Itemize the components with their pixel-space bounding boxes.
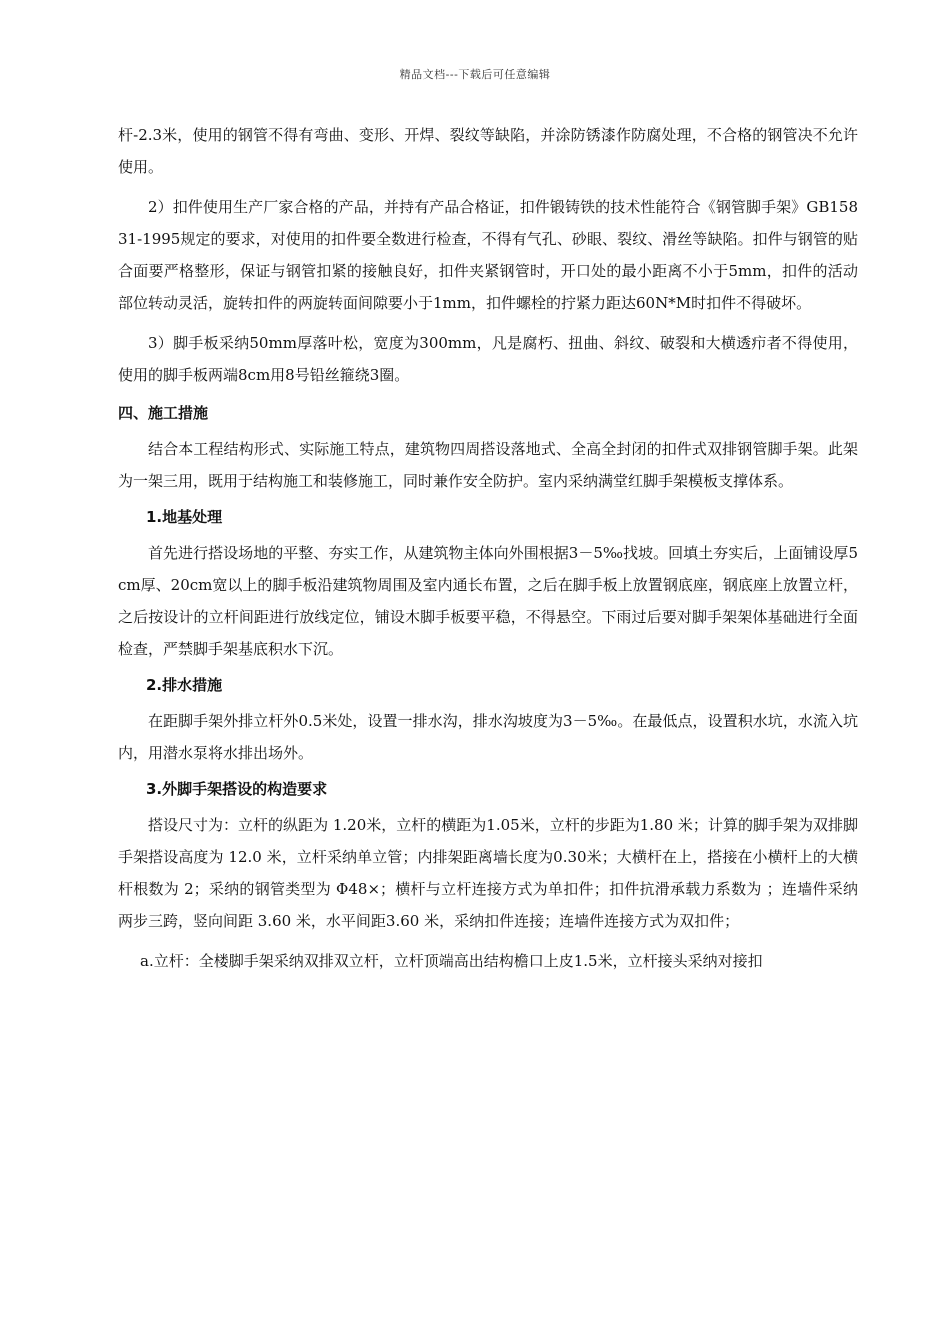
paragraph-fasteners: 2）扣件使用生产厂家合格的产品，并持有产品合格证，扣件锻铸铁的技术性能符合《钢管脚手架》GB15831-1995规定的要求，对使用的扣件要全数进行检查，不得有气孔、砂眼、裂纹、滑丝等缺陷。扣件与钢管的贴合面要严格整形，保证与钢管扣紧的接触良好，扣件夹紧钢管时，开口处的最小距离不小于5mm，扣件的活动部位转动灵活，旋转扣件的两旋转面间隙要小于1mm，扣件螺栓的拧紧力距达60N*M时扣件不得破坏。 — [118, 198, 858, 312]
paragraph-scaffold-dimensions: 搭设尺寸为：立杆的纵距为 1.20米，立杆的横距为1.05米，立杆的步距为1.80 米；计算的脚手架为双排脚手架搭设高度为 12.0 米，立杆采纳单立管；内排架距离墙长度为0.30米；大横杆在上，搭接在小横杆上的大横杆根数为 2；采纳的钢管类型为 Φ48×；横杆与立杆连接方式为单扣件；扣件抗滑承载力系数为 ；连墙件采纳两步三跨，竖向间距 3.60 米，水平间距3.60 米，采纳扣件连接；连墙件连接方式为双扣件； — [118, 816, 858, 930]
page-header: 精品文档---下载后可任意编辑 — [399, 68, 551, 81]
subheading-drainage: 2.排水措施 — [146, 676, 223, 694]
paragraph-steel-pipe: 杆-2.3米，使用的钢管不得有弯曲、变形、开焊、裂纹等缺陷，并涂防锈漆作防腐处理，不合格的钢管决不允许使用。 — [118, 126, 858, 176]
subheading-scaffold-requirements: 3.外脚手架搭设的构造要求 — [146, 780, 328, 798]
paragraph-drainage: 在距脚手架外排立杆外0.5米处，设置一排水沟，排水沟坡度为3－5‰。在最低点，设置积水坑，水流入坑内，用潜水泵将水排出场外。 — [118, 712, 858, 762]
paragraph-upright-poles: a.立杆：全楼脚手架采纳双排双立杆，立杆顶端高出结构檐口上皮1.5米，立杆接头采纳对接扣 — [140, 952, 763, 970]
paragraph-structure-overview: 结合本工程结构形式、实际施工特点，建筑物四周搭设落地式、全高全封闭的扣件式双排钢管脚手架。此架为一架三用，既用于结构施工和装修施工，同时兼作安全防护。室内采纳满堂红脚手架模板支撑体系。 — [118, 440, 858, 490]
paragraph-scaffold-board: 3）脚手板采纳50mm厚落叶松，宽度为300mm，凡是腐朽、扭曲、斜纹、破裂和大横透疖者不得使用，使用的脚手板两端8cm用8号铅丝箍绕3圈。 — [118, 334, 858, 384]
paragraph-foundation: 首先进行搭设场地的平整、夯实工作，从建筑物主体向外围根据3－5‰找坡。回填土夯实后，上面铺设厚5cm厚、20cm宽以上的脚手板沿建筑物周围及室内通长布置，之后在脚手板上放置钢底座，钢底座上放置立杆，之后按设计的立杆间距进行放线定位，铺设木脚手板要平稳，不得悬空。下雨过后要对脚手架架体基础进行全面检查，严禁脚手架基底积水下沉。 — [118, 544, 858, 658]
subheading-foundation: 1.地基处理 — [146, 508, 223, 526]
document-body — [118, 119, 858, 977]
section-heading-construction-measures: 四、施工措施 — [118, 404, 209, 422]
